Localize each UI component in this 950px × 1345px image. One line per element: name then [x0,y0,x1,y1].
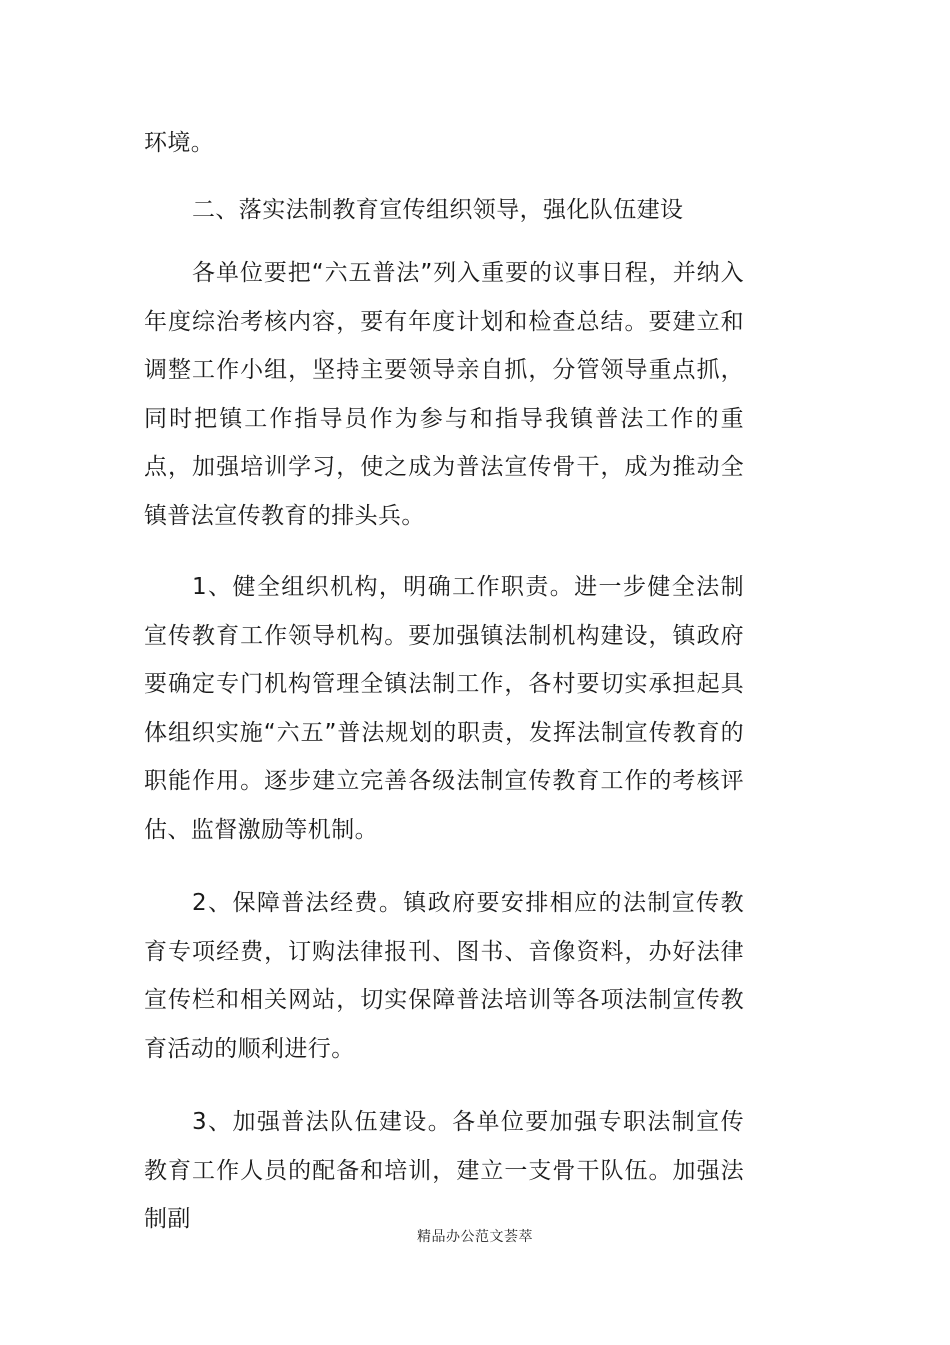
page-footer: 精品办公范文荟萃 [417,1229,533,1245]
paragraph-continuation: 环境。 [144,130,215,156]
paragraph-item-2: 2、保障普法经费。镇政府要安排相应的法制宣传教育专项经费，订购法律报刊、图书、音像资料，办好法律宣传栏和相关网站，切实保障普法培训等各项法制宣传教育活动的顺利进行。 [144,890,744,1062]
paragraph-item-3: 3、加强普法队伍建设。各单位要加强专职法制宣传教育工作人员的配备和培训，建立一支骨干队伍。加强法制副 [144,1109,744,1232]
paragraph-item-1: 1、健全组织机构，明确工作职责。进一步健全法制宣传教育工作领导机构。要加强镇法制机构建设，镇政府要确定专门机构管理全镇法制工作，各村要切实承担起具体组织实施“六五”普法规划的职责，发挥法制宣传教育的职能作用。逐步建立完善各级法制宣传教育工作的考核评估、监督激励等机制。 [144,574,744,843]
section-heading: 二、落实法制教育宣传组织领导，强化队伍建设 [192,197,684,223]
paragraph-intro: 各单位要把“六五普法”列入重要的议事日程，并纳入年度综治考核内容，要有年度计划和检查总结。要建立和调整工作小组，坚持主要领导亲自抓，分管领导重点抓，同时把镇工作指导员作为参与和指导我镇普法工作的重点，加强培训学习，使之成为普法宣传骨干，成为推动全镇普法宣传教育的排头兵。 [144,260,744,529]
